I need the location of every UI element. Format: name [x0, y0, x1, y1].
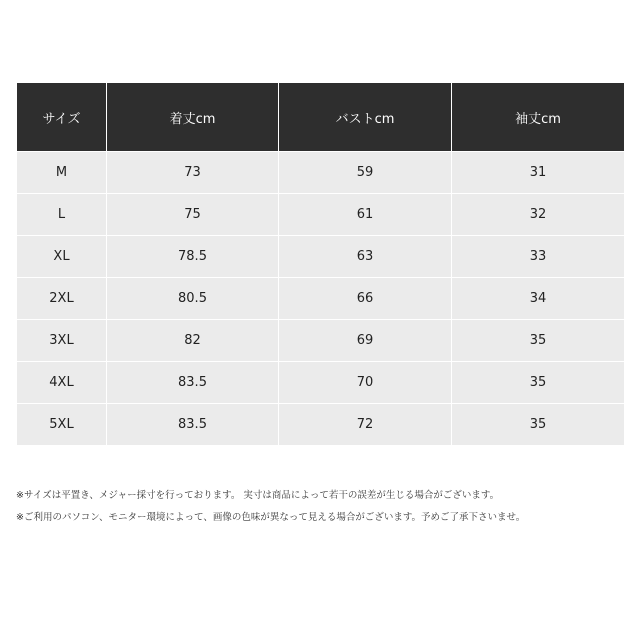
table-row: [17, 362, 625, 404]
cell-bust: 59: [279, 152, 452, 194]
note-measurement: ※サイズは平置き、メジャー採寸を行っております。 実寸は商品によって若干の誤差が生じる場合がございます。: [16, 490, 500, 501]
cell-length: 82: [107, 320, 279, 362]
header-length: 着丈cm: [107, 83, 279, 152]
cell-size: 3XL: [17, 320, 107, 362]
size-chart-table: [16, 82, 625, 446]
table-row: [17, 278, 625, 320]
cell-size: 2XL: [17, 278, 107, 320]
cell-sleeve: 31: [452, 152, 625, 194]
cell-length: 80.5: [107, 278, 279, 320]
cell-size: XL: [17, 236, 107, 278]
table-header-row: [17, 83, 625, 152]
cell-bust: 66: [279, 278, 452, 320]
header-sleeve: 袖丈cm: [452, 83, 625, 152]
notes-section: [16, 485, 626, 529]
table-row: [17, 236, 625, 278]
table-row: [17, 152, 625, 194]
cell-sleeve: 35: [452, 404, 625, 446]
cell-size: 4XL: [17, 362, 107, 404]
header-bust: バストcm: [279, 83, 452, 152]
cell-length: 83.5: [107, 404, 279, 446]
cell-bust: 72: [279, 404, 452, 446]
table-row: [17, 404, 625, 446]
header-size: サイズ: [17, 83, 107, 152]
cell-length: 78.5: [107, 236, 279, 278]
cell-size: 5XL: [17, 404, 107, 446]
cell-sleeve: 35: [452, 362, 625, 404]
cell-bust: 63: [279, 236, 452, 278]
cell-bust: 69: [279, 320, 452, 362]
cell-bust: 70: [279, 362, 452, 404]
cell-sleeve: 33: [452, 236, 625, 278]
cell-sleeve: 34: [452, 278, 625, 320]
cell-length: 73: [107, 152, 279, 194]
note-color-disclaimer: ※ご利用のパソコン、モニター環境によって、画像の色味が異なって見える場合がございます。予めご了承下さいませ。: [16, 512, 526, 523]
cell-size: M: [17, 152, 107, 194]
table-row: [17, 194, 625, 236]
cell-length: 75: [107, 194, 279, 236]
cell-length: 83.5: [107, 362, 279, 404]
table-row: [17, 320, 625, 362]
cell-sleeve: 35: [452, 320, 625, 362]
cell-size: L: [17, 194, 107, 236]
cell-sleeve: 32: [452, 194, 625, 236]
cell-bust: 61: [279, 194, 452, 236]
